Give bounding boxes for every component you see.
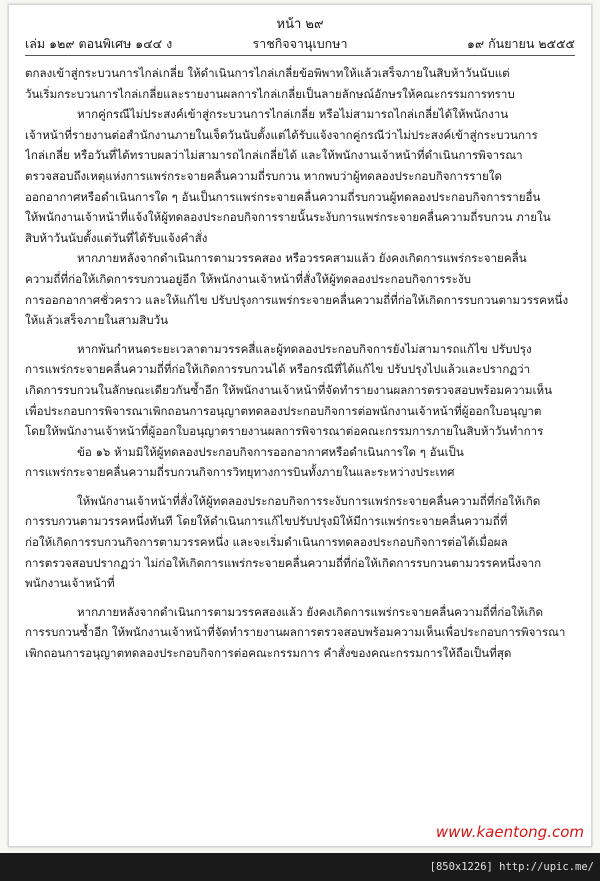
page-number: หน้า ๒๙: [276, 17, 324, 32]
text-line: หากภายหลังจากดำเนินการตามวรรคสอง หรือวรรคสามแล้ว ยังคงเกิดการแพร่กระจายคลื่น: [77, 251, 527, 266]
header-rule: [25, 55, 575, 56]
text-line: สิบห้าวันนับตั้งแต่วันที่ได้รับแจ้งคำสั่ง: [25, 230, 208, 245]
paragraph: [25, 104, 575, 248]
paragraph: [25, 63, 575, 104]
text-line: โดยให้พนักงานเจ้าหน้าที่ผู้ออกใบอนุญาตรายงานผลการพิจารณาต่อคณะกรรมการภายในสิบห้าวันทำการ: [25, 424, 544, 439]
text-line: เพิกถอนการอนุญาตทดลองประกอบกิจการต่อคณะกรรมการ คำสั่งของคณะกรรมการให้ถือเป็นที่สุด: [25, 646, 512, 661]
text-line: การแพร่กระจายคลื่นความถี่รบกวนกิจการวิทยุทางการบินทั้งภายในและระหว่างประเทศ: [25, 465, 455, 480]
text-line: เพื่อประกอบการพิจารณาเพิกถอนการอนุญาตทดลองประกอบกิจการต่อพนักงานเจ้าหน้าที่ผู้ออกใบอนุญาต: [25, 403, 542, 418]
paragraph-gap: [25, 594, 575, 602]
text-line: การรบกวนซ้ำอีก ให้พนักงานเจ้าหน้าที่จัดทำรายงานผลการตรวจสอบพร้อมความเห็นเพื่อประกอบการพิจารณา: [25, 625, 566, 640]
text-line: ข้อ ๑๖ ห้ามมิให้ผู้ทดลองประกอบกิจการออกอากาศหรือดำเนินการใด ๆ อันเป็น: [77, 444, 464, 459]
gazette-title: ราชกิจจานุเบกษา: [252, 36, 348, 51]
paragraph: [25, 602, 575, 664]
text-line: ความถี่ที่ก่อให้เกิดการรบกวนอยู่อีก ให้พนักงานเจ้าหน้าที่สั่งให้ผู้ทดลองประกอบกิจการระงับ: [25, 271, 472, 286]
paragraph: [25, 442, 575, 483]
document-page: [8, 4, 592, 847]
paragraph: [25, 491, 575, 594]
text-line: เจ้าหน้าที่รายงานต่อสำนักงานภายในเจ็ดวันนับตั้งแต่ได้รับแจ้งจากคู่กรณีว่าไม่ประสงค์เข้าสู่กระบวนการ: [25, 127, 538, 142]
text-line: ให้พนักงานเจ้าหน้าที่สั่งให้ผู้ทดลองประกอบกิจการระงับการแพร่กระจายคลื่นความถี่ที่ก่อให้เกิด: [77, 493, 541, 508]
paragraph-gap: [25, 483, 575, 491]
text-line: ไกล่เกลี่ย หรือวันที่ได้ทราบผลว่าไม่สามารถไกล่เกลี่ยได้ และให้พนักงานเจ้าหน้าที่ดำเนินการพิจารณา: [25, 148, 523, 163]
text-line: การรบกวนตามวรรคหนึ่งทันที โดยให้ดำเนินการแก้ไขปรับปรุงมิให้มีการแพร่กระจายคลื่นความถี่ที่: [25, 514, 508, 529]
text-line: ตรวจสอบถึงเหตุแห่งการแพร่กระจายคลื่นความถี่รบกวน หากพบว่าผู้ทดลองประกอบกิจการรายใด: [25, 168, 503, 183]
text-line: การออกอากาศชั่วคราว และให้แก้ไข ปรับปรุงการแพร่กระจายคลื่นความถี่ที่ก่อให้เกิดการรบกวนตามวรรคหนึ่ง: [25, 292, 569, 307]
image-host-footer: [0, 853, 600, 881]
publication-date: ๑๙ กันยายน ๒๕๕๕: [467, 36, 575, 51]
image-host-tag: [850x1226] http://upic.me/: [429, 861, 594, 873]
text-line: ให้พนักงานเจ้าหน้าที่แจ้งให้ผู้ทดลองประกอบกิจการรายนั้นระงับการแพร่กระจายคลื่นความถี่รบกวน ภายใน: [25, 210, 551, 225]
paragraph-gap: [25, 331, 575, 339]
text-line: เกิดการรบกวนในลักษณะเดียวกันซ้ำอีก ให้พนักงานเจ้าหน้าที่จัดทำรายงานผลการตรวจสอบพร้อมความเห็น: [25, 382, 553, 397]
text-line: ออกอากาศหรือดำเนินการใด ๆ อันเป็นการแพร่กระจายคลื่นความถี่รบกวนผู้ทดลองประกอบกิจการรายอื่น: [25, 189, 541, 204]
text-line: ให้แล้วเสร็จภายในสามสิบวัน: [25, 313, 169, 328]
site-watermark: www.kaentong.com: [435, 823, 584, 841]
text-line: ก่อให้เกิดการรบกวนกิจการตามวรรคหนึ่ง และจะเริ่มดำเนินการทดลองประกอบกิจการต่อได้เมื่อผล: [25, 535, 508, 550]
text-line: การตรวจสอบปรากฏว่า ไม่ก่อให้เกิดการแพร่กระจายคลื่นความถี่ที่ก่อให้เกิดการรบกวนตามวรรคหนึ่งจาก: [25, 555, 542, 570]
text-line: พนักงานเจ้าหน้าที่: [25, 576, 115, 591]
text-line: การแพร่กระจายคลื่นความถี่ที่ก่อให้เกิดการรบกวนได้ หรือกรณีที่ได้แก้ไข ปรับปรุงไปแล้วและปรากฏว่า: [25, 362, 531, 377]
text-line: หากพ้นกำหนดระยะเวลาตามวรรคสี่และผู้ทดลองประกอบกิจการยังไม่สามารถแก้ไข ปรับปรุง: [77, 341, 532, 356]
text-line: วันเริ่มกระบวนการไกล่เกลี่ยและรายงานผลการไกล่เกลี่ยเป็นลายลักษณ์อักษรให้คณะกรรมการทราบ: [25, 86, 515, 101]
document-body: [25, 63, 575, 664]
gazette-header: [25, 34, 575, 52]
paragraph: [25, 339, 575, 442]
text-line: ตกลงเข้าสู่กระบวนการไกล่เกลี่ย ให้ดำเนินการไกล่เกลี่ยข้อพิพาทให้แล้วเสร็จภายในสิบห้าวันนับแต่: [25, 66, 510, 80]
volume-issue: เล่ม ๑๒๙ ตอนพิเศษ ๑๔๔ ง: [25, 36, 173, 51]
text-line: หากคู่กรณีไม่ประสงค์เข้าสู่กระบวนการไกล่เกลี่ย หรือไม่สามารถไกล่เกลี่ยได้ให้พนักงาน: [77, 107, 509, 122]
paragraph: [25, 248, 575, 330]
text-line: หากภายหลังจากดำเนินการตามวรรคสองแล้ว ยังคงเกิดการแพร่กระจายคลื่นความถี่ที่ก่อให้เกิด: [77, 604, 544, 619]
